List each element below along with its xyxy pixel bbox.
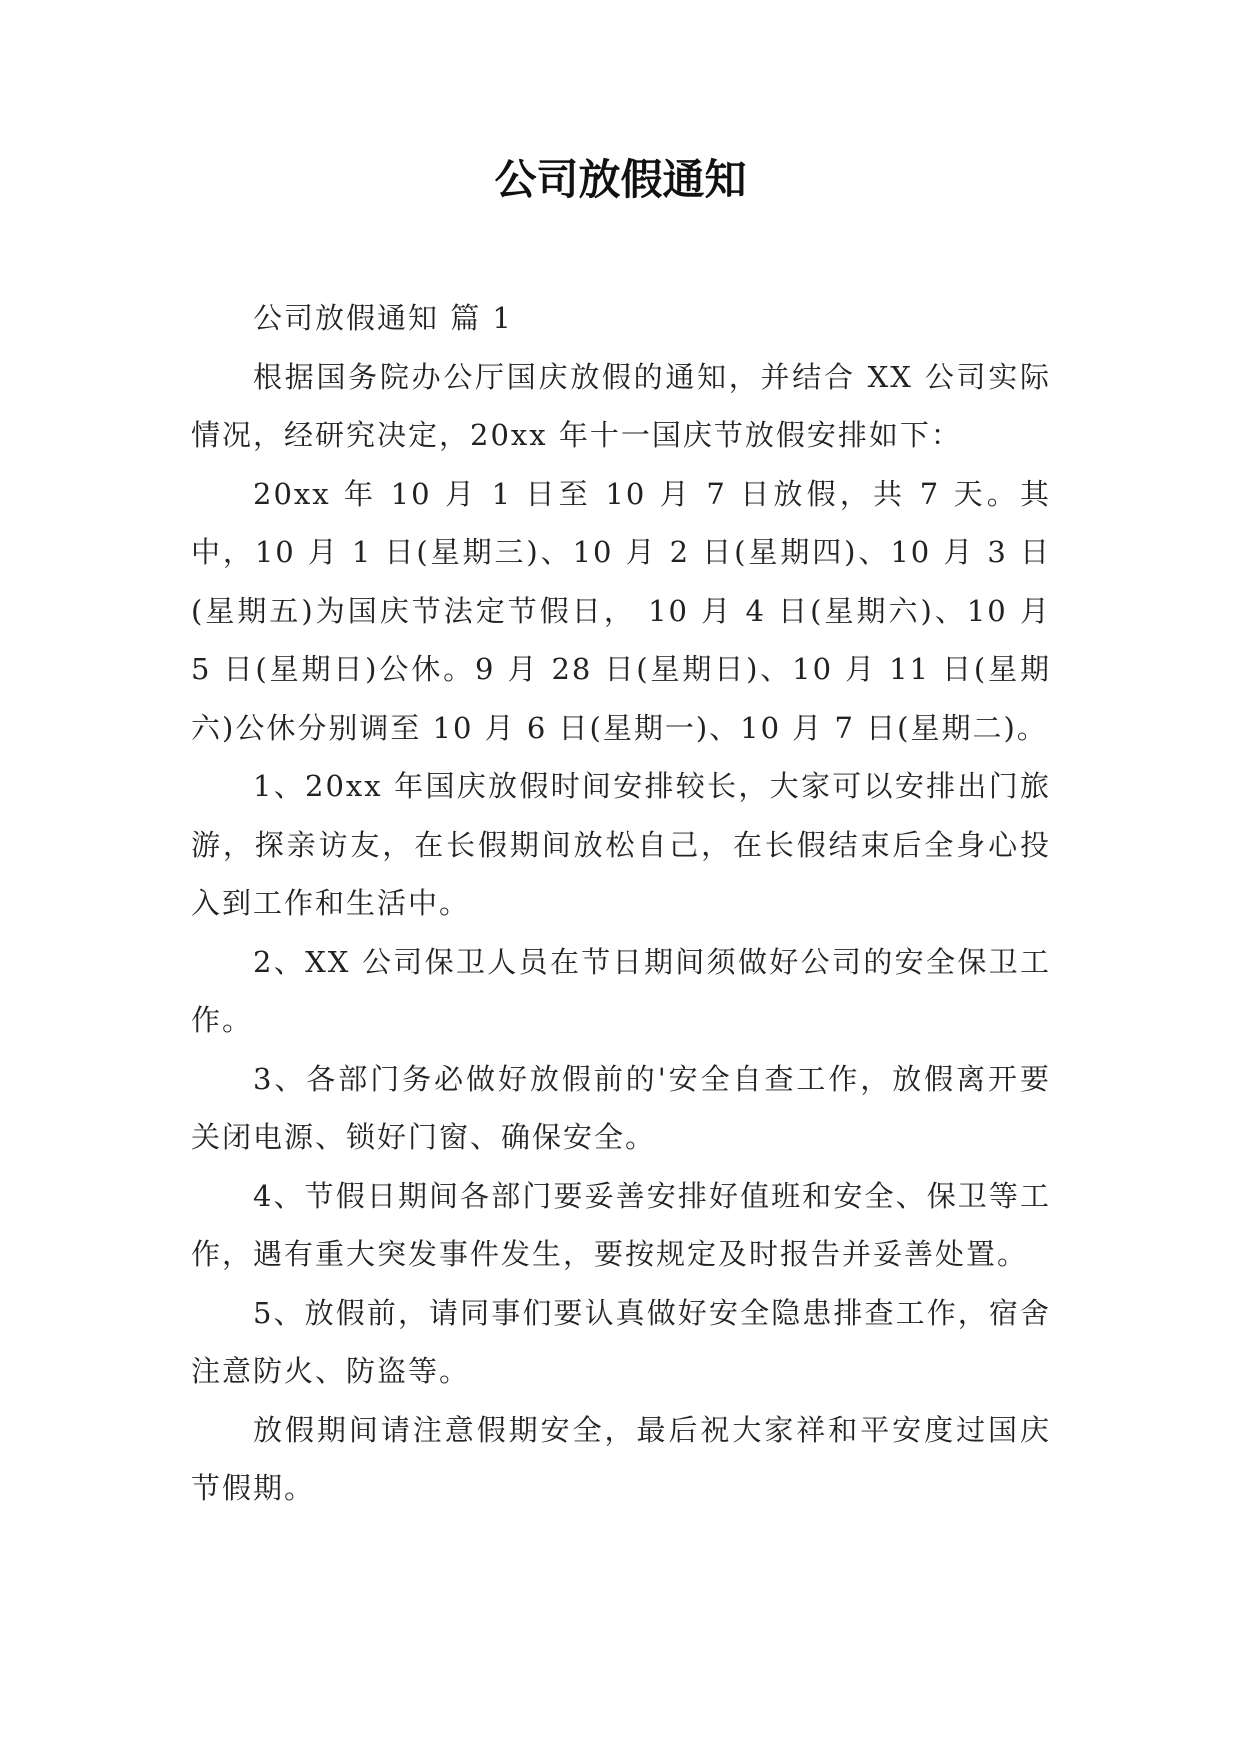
- paragraph-item-4: 4、节假日期间各部门要妥善安排好值班和安全、保卫等工作，遇有重大突发事件发生，要按规定及时报告并妥善处置。: [191, 1178, 1051, 1271]
- paragraph-item-1: 1、20xx 年国庆放假时间安排较长，大家可以安排出门旅游，探亲访友，在长假期间放松自己，在长假结束后全身心投入到工作和生活中。: [191, 769, 1051, 920]
- paragraph-item-5: 5、放假前，请同事们要认真做好安全隐患排查工作，宿舍注意防火、防盗等。: [191, 1295, 1051, 1388]
- paragraph-schedule: 20xx 年 10 月 1 日至 10 月 7 日放假，共 7 天。其中，10 月 1 日(星期三)、10 月 2 日(星期四)、10 月 3 日(星期五)为国庆节法定节假日， 10 月 4 日(星期六)、10 月 5 日(星期日)公休。9 月 28 日(星期日)、10 月 11 日(星期六)公休分别调至 10 月 6 日(星期一)、10 月 7 日(星期二)。: [191, 476, 1051, 745]
- paragraph-intro: 根据国务院办公厅国庆放假的通知，并结合 XX 公司实际情况，经研究决定，20xx 年十一国庆节放假安排如下：: [191, 359, 1051, 452]
- paragraph-item-2: 2、XX 公司保卫人员在节日期间须做好公司的安全保卫工作。: [191, 944, 1051, 1037]
- document-body: [191, 289, 1051, 1518]
- document-title: 公司放假通知: [494, 155, 747, 204]
- document-subtitle: 公司放假通知 篇 1: [253, 301, 513, 335]
- paragraph-item-3: 3、各部门务必做好放假前的'安全自查工作，放假离开要关闭电源、锁好门窗、确保安全。: [191, 1061, 1051, 1154]
- paragraph-closing: 放假期间请注意假期安全，最后祝大家祥和平安度过国庆节假期。: [191, 1412, 1051, 1505]
